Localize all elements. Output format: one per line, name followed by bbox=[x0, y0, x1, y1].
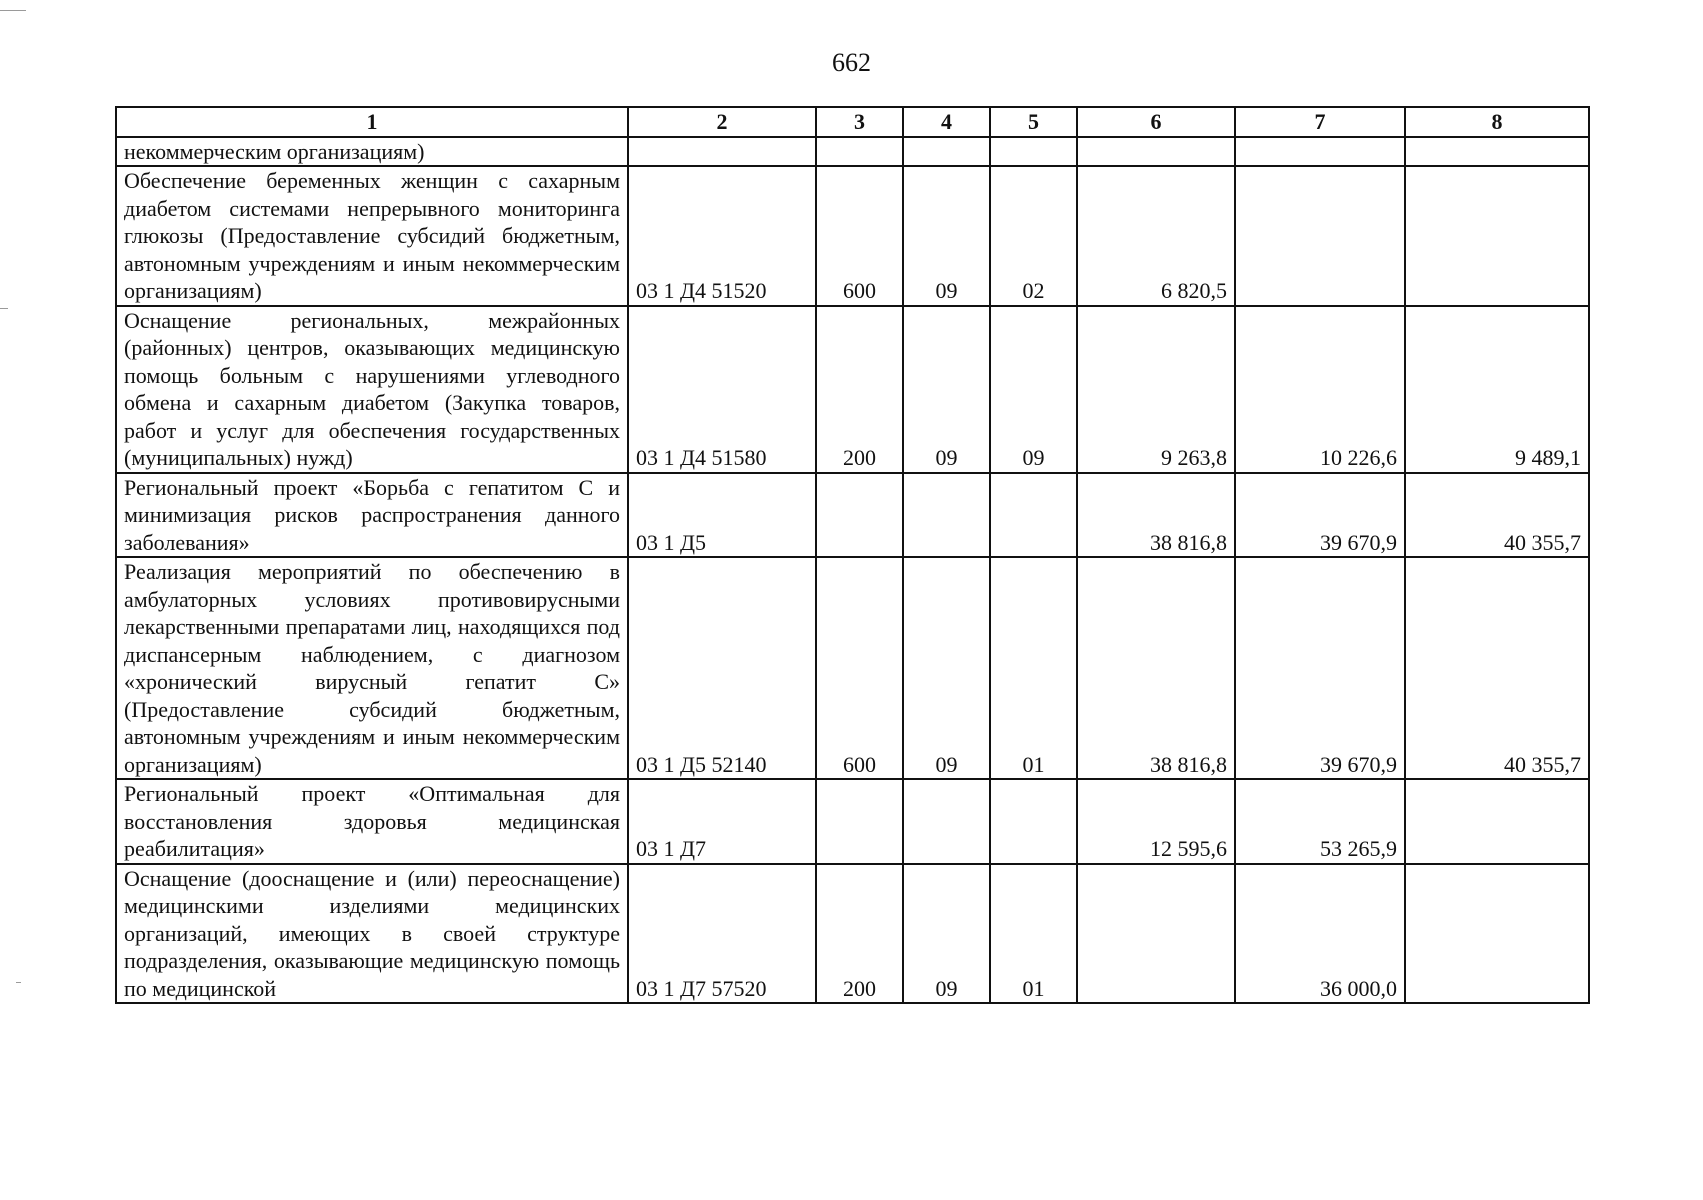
expense-type: 600 bbox=[816, 166, 903, 306]
amount-col7: 53 265,9 bbox=[1235, 779, 1405, 864]
target-code: 03 1 Д7 bbox=[628, 779, 816, 864]
target-code bbox=[628, 137, 816, 167]
amount-col7: 39 670,9 bbox=[1235, 557, 1405, 779]
amount-col7: 10 226,6 bbox=[1235, 306, 1405, 473]
column-header: 8 bbox=[1405, 107, 1589, 137]
amount-col7: 36 000,0 bbox=[1235, 864, 1405, 1004]
scan-mark-left bbox=[0, 308, 8, 309]
target-code: 03 1 Д4 51520 bbox=[628, 166, 816, 306]
page-number: 662 bbox=[832, 48, 871, 77]
amount-col6: 9 263,8 bbox=[1077, 306, 1235, 473]
budget-table bbox=[115, 106, 1590, 1004]
section bbox=[903, 473, 990, 558]
section bbox=[903, 779, 990, 864]
expense-type bbox=[816, 779, 903, 864]
amount-col6: 6 820,5 bbox=[1077, 166, 1235, 306]
subsection: 09 bbox=[990, 306, 1077, 473]
subsection: 01 bbox=[990, 864, 1077, 1004]
table-row bbox=[116, 166, 1589, 306]
amount-col6 bbox=[1077, 137, 1235, 167]
scan-mark-left-lower bbox=[16, 982, 21, 983]
row-name: Региональный проект «Оптимальная для восстановления здоровья медицинская реабилитация» bbox=[116, 779, 628, 864]
table-row bbox=[116, 306, 1589, 473]
expense-type bbox=[816, 473, 903, 558]
subsection bbox=[990, 779, 1077, 864]
expense-type bbox=[816, 137, 903, 167]
row-name: Реализация мероприятий по обеспечению в амбулаторных условиях противовирусными лекарственными препаратами лиц, находящихся под диспансерным наблюдением, с диагнозом «хронический вирусный гепатит С» (Предоставление субсидий бюджетным, автономным учреждениям и иным некоммерческим организациям) bbox=[116, 557, 628, 779]
section: 09 bbox=[903, 166, 990, 306]
table-row bbox=[116, 473, 1589, 558]
amount-col6: 38 816,8 bbox=[1077, 473, 1235, 558]
amount-col8 bbox=[1405, 166, 1589, 306]
amount-col6: 38 816,8 bbox=[1077, 557, 1235, 779]
amount-col6: 12 595,6 bbox=[1077, 779, 1235, 864]
column-header: 6 bbox=[1077, 107, 1235, 137]
column-header: 3 bbox=[816, 107, 903, 137]
subsection bbox=[990, 137, 1077, 167]
column-header: 4 bbox=[903, 107, 990, 137]
table-row bbox=[116, 779, 1589, 864]
header-row bbox=[116, 107, 1589, 137]
expense-type: 200 bbox=[816, 864, 903, 1004]
amount-col8: 40 355,7 bbox=[1405, 473, 1589, 558]
column-header: 1 bbox=[116, 107, 628, 137]
subsection: 01 bbox=[990, 557, 1077, 779]
row-name: Региональный проект «Борьба с гепатитом С и минимизация рисков распространения данного заболевания» bbox=[116, 473, 628, 558]
amount-col7 bbox=[1235, 137, 1405, 167]
amount-col8 bbox=[1405, 137, 1589, 167]
section: 09 bbox=[903, 864, 990, 1004]
row-name: некоммерческим организациям) bbox=[116, 137, 628, 167]
expense-type: 600 bbox=[816, 557, 903, 779]
target-code: 03 1 Д7 57520 bbox=[628, 864, 816, 1004]
column-header: 2 bbox=[628, 107, 816, 137]
amount-col6 bbox=[1077, 864, 1235, 1004]
target-code: 03 1 Д4 51580 bbox=[628, 306, 816, 473]
table-row bbox=[116, 557, 1589, 779]
column-header: 5 bbox=[990, 107, 1077, 137]
row-name: Оснащение региональных, межрайонных (районных) центров, оказывающих медицинскую помощь больным с нарушениями углеводного обмена и сахарным диабетом (Закупка товаров, работ и услуг для обеспечения государственных (муниципальных) нужд) bbox=[116, 306, 628, 473]
amount-col7: 39 670,9 bbox=[1235, 473, 1405, 558]
amount-col8 bbox=[1405, 864, 1589, 1004]
target-code: 03 1 Д5 bbox=[628, 473, 816, 558]
column-header: 7 bbox=[1235, 107, 1405, 137]
table-row bbox=[116, 137, 1589, 167]
row-name: Обеспечение беременных женщин с сахарным диабетом системами непрерывного мониторинга глюкозы (Предоставление субсидий бюджетным, автономным учреждениям и иным некоммерческим организациям) bbox=[116, 166, 628, 306]
row-name: Оснащение (дооснащение и (или) переоснащение) медицинскими изделиями медицинских организаций, имеющих в своей структуре подразделения, оказывающие медицинскую помощь по медицинской bbox=[116, 864, 628, 1004]
scan-mark-top-left bbox=[0, 10, 26, 11]
subsection bbox=[990, 473, 1077, 558]
section: 09 bbox=[903, 306, 990, 473]
amount-col7 bbox=[1235, 166, 1405, 306]
section: 09 bbox=[903, 557, 990, 779]
target-code: 03 1 Д5 52140 bbox=[628, 557, 816, 779]
expense-type: 200 bbox=[816, 306, 903, 473]
amount-col8 bbox=[1405, 779, 1589, 864]
subsection: 02 bbox=[990, 166, 1077, 306]
section bbox=[903, 137, 990, 167]
amount-col8: 40 355,7 bbox=[1405, 557, 1589, 779]
amount-col8: 9 489,1 bbox=[1405, 306, 1589, 473]
table-row bbox=[116, 864, 1589, 1004]
